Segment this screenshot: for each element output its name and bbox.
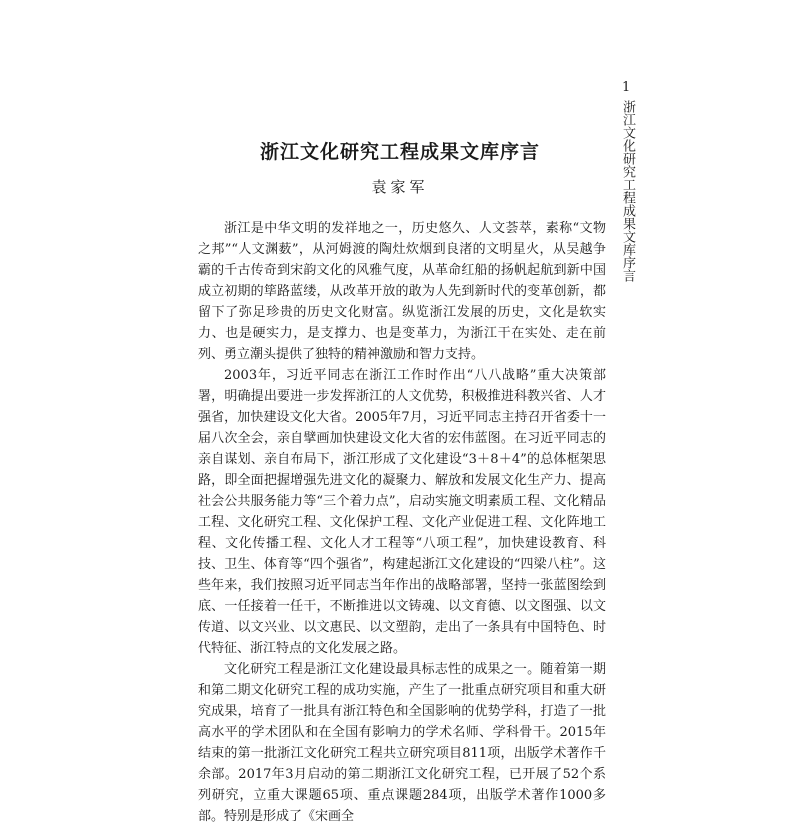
paragraph-2: 2003年，习近平同志在浙江工作时作出“八八战略”重大决策部署，明确提出要进一步发挥浙江的人文优势，积极推进科教兴省、人才强省，加快建设文化大省。2005年7月，习近平同志主持召开省委十一届八次全会，亲自擘画加快建设文化大省的宏伟蓝图。在习近平同志的亲自谋划、亲自布局下，浙江形成了文化建设“3＋8＋4”的总体框架思路，即全面把握增强先进文化的凝聚力、解放和发展文化生产力、提高社会公共服务能力等“三个着力点”，启动实施文明素质工程、文化精品工程、文化研究工程、文化保护工程、文化产业促进工程、文化阵地工程、文化传播工程、文化人才工程等“八项工程”，加快建设教育、科技、卫生、体育等“四个强省”，构建起浙江文化建设的“四梁八柱”。这些年来，我们按照习近平同志当年作出的战略部署，坚持一张蓝图绘到底、一任接着一任干，不断推进以文铸魂、以文育德、以文图强、以文传道、以文兴业、以文惠民、以文塑韵，走出了一条具有中国特色、时代特征、浙江特点的文化发展之路。 <box>198 368 606 656</box>
author-name: 袁家军 <box>371 178 429 196</box>
running-title: 浙江文化研究工程成果文库序言 <box>620 100 635 282</box>
page-title: 浙江文化研究工程成果文库序言 <box>259 141 540 163</box>
page-number: 1 <box>622 80 631 95</box>
paragraph-1: 浙江是中华文明的发祥地之一，历史悠久、人文荟萃，素称“文物之邦”“人文渊薮”，从河姆渡的陶灶炊烟到良渚的文明星火，从吴越争霸的千古传奇到宋韵文化的风雅气度，从革命红船的扬帆起航到新中国成立初期的筚路蓝缕，从改革开放的敢为人先到新时代的变革创新，都留下了弥足珍贵的历史文化财富。纵览浙江发展的历史，文化是软实力、也是硬实力，是支撑力、也是变革力，为浙江干在实处、走在前列、勇立潮头提供了独特的精神激励和智力支持。 <box>198 221 606 362</box>
paragraph-3: 文化研究工程是浙江文化建设最具标志性的成果之一。随着第一期和第二期文化研究工程的成功实施，产生了一批重点研究项目和重大研究成果，培育了一批具有浙江特色和全国影响的优势学科，打造了一批高水平的学术团队和在全国有影响力的学术名师、学科骨干。2015年结束的第一批浙江文化研究工程共立研究项目811项，出版学术著作千余部。2017年3月启动的第二期浙江文化研究工程，已开展了52个系列研究，立重大课题65项、重点课题284项，出版学术著作1000多部。特别是形成了《宋画全 <box>198 662 606 824</box>
body-text <box>198 218 606 827</box>
